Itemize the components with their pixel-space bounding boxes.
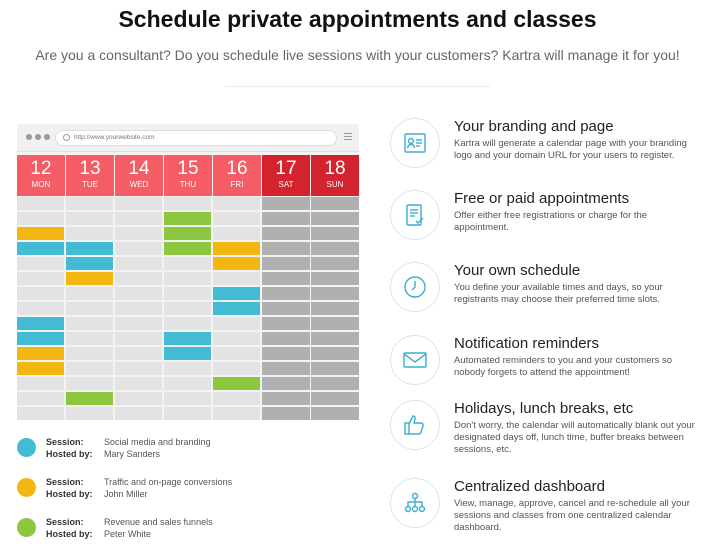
appointment-slot-blue[interactable]: [17, 317, 64, 330]
calendar-slot[interactable]: [115, 302, 162, 315]
address-url: http://www.yourwebsite.com: [74, 134, 155, 141]
calendar-slot[interactable]: [213, 407, 260, 420]
calendar-slot[interactable]: [164, 362, 211, 375]
calendar-slot[interactable]: [66, 377, 113, 390]
calendar-slot[interactable]: [17, 287, 64, 300]
calendar-slot[interactable]: [262, 272, 310, 285]
calendar-slot[interactable]: [164, 197, 211, 210]
calendar-slot[interactable]: [66, 362, 113, 375]
calendar-slot[interactable]: [213, 272, 260, 285]
session-name: Social media and branding: [104, 437, 211, 447]
feature-title: Notification reminders: [454, 335, 600, 352]
profile-card-icon: [390, 118, 440, 168]
calendar-slot[interactable]: [17, 212, 64, 225]
calendar-slot[interactable]: [311, 242, 359, 255]
calendar-slot[interactable]: [115, 242, 162, 255]
calendar-slot[interactable]: [17, 272, 64, 285]
calendar-day-headers: [17, 155, 359, 196]
feature-title: Holidays, lunch breaks, etc: [454, 400, 634, 417]
appointment-slot-green[interactable]: [164, 227, 211, 240]
day-number: 13: [79, 158, 101, 179]
checklist-icon: [390, 190, 440, 240]
legend-keys: [46, 436, 93, 460]
calendar-slot[interactable]: [262, 227, 310, 240]
calendar-slot[interactable]: [262, 347, 310, 360]
calendar-day-sat: [262, 155, 310, 196]
calendar-slot[interactable]: [115, 332, 162, 345]
feature-description: View, manage, approve, cancel and re-schedule all your sessions and classes from one centralized calendar dashboard.: [454, 498, 690, 533]
appointment-slot-blue[interactable]: [213, 302, 260, 315]
day-label: FRI: [230, 180, 244, 189]
feature-title: Your branding and page: [454, 118, 614, 135]
calendar-slot[interactable]: [115, 317, 162, 330]
calendar-slot[interactable]: [213, 347, 260, 360]
divider: [225, 86, 490, 87]
calendar-slot[interactable]: [311, 227, 359, 240]
calendar-slot[interactable]: [262, 287, 310, 300]
network-icon: [390, 478, 440, 528]
calendar-slot[interactable]: [311, 317, 359, 330]
appointment-slot-yellow[interactable]: [17, 347, 64, 360]
appointment-slot-blue[interactable]: [66, 242, 113, 255]
calendar-slot[interactable]: [66, 197, 113, 210]
calendar-slot[interactable]: [164, 317, 211, 330]
calendar-slot[interactable]: [311, 362, 359, 375]
feature-description: Automated reminders to you and your customers so nobody forgets to attend the appointment!: [454, 355, 673, 378]
legend-values: [104, 436, 211, 460]
session-name: Revenue and sales funnels: [104, 517, 213, 527]
appointment-slot-yellow[interactable]: [213, 242, 260, 255]
calendar-slot[interactable]: [17, 302, 64, 315]
browser-mockup: [17, 124, 359, 420]
calendar-slot[interactable]: [66, 332, 113, 345]
calendar-slot[interactable]: [164, 257, 211, 270]
envelope-icon: [390, 335, 440, 385]
day-number: 15: [177, 158, 199, 179]
legend-color-dot: [17, 518, 36, 537]
day-label: MON: [31, 180, 51, 189]
calendar-day-fri: [213, 155, 261, 196]
legend-color-dot: [17, 438, 36, 457]
window-dot: [35, 134, 41, 140]
feature-description: Offer either free registrations or charge for the appointment.: [454, 210, 648, 233]
calendar-slot[interactable]: [311, 392, 359, 405]
calendar-slot[interactable]: [262, 197, 310, 210]
feature-title: Centralized dashboard: [454, 478, 605, 495]
appointment-slot-yellow[interactable]: [213, 257, 260, 270]
day-label: THU: [179, 180, 197, 189]
legend-item: [17, 476, 357, 502]
calendar-slot[interactable]: [311, 407, 359, 420]
calendar-slot[interactable]: [115, 392, 162, 405]
hosted-key: Hosted by:: [46, 529, 93, 539]
calendar-slot[interactable]: [66, 227, 113, 240]
legend-item: [17, 516, 357, 542]
appointment-slot-yellow[interactable]: [17, 227, 64, 240]
calendar-slot[interactable]: [66, 347, 113, 360]
calendar-slot[interactable]: [262, 212, 310, 225]
calendar-slot[interactable]: [164, 407, 211, 420]
session-host: Peter White: [104, 529, 152, 539]
calendar-slot[interactable]: [115, 377, 162, 390]
session-key: Session:: [46, 437, 84, 447]
calendar-slot[interactable]: [66, 287, 113, 300]
calendar-slot[interactable]: [17, 407, 64, 420]
day-number: 17: [275, 158, 297, 179]
day-number: 12: [30, 158, 52, 179]
feature-title: Free or paid appointments: [454, 190, 630, 207]
appointment-slot-blue[interactable]: [66, 257, 113, 270]
calendar-slot[interactable]: [115, 227, 162, 240]
day-number: 18: [324, 158, 346, 179]
address-bar: [55, 130, 337, 146]
calendar-slot[interactable]: [311, 332, 359, 345]
feature-description: Don't worry, the calendar will automatically blank out your designated days off, lunch time, buffer breaks between sessions, etc.: [454, 420, 695, 455]
calendar-slot[interactable]: [115, 347, 162, 360]
appointment-slot-green[interactable]: [66, 392, 113, 405]
calendar-slot[interactable]: [17, 257, 64, 270]
hosted-key: Hosted by:: [46, 489, 93, 499]
appointment-slot-green[interactable]: [164, 212, 211, 225]
hosted-key: Hosted by:: [46, 449, 93, 459]
calendar-slot[interactable]: [262, 302, 310, 315]
calendar-slot[interactable]: [311, 347, 359, 360]
appointment-slot-blue[interactable]: [213, 287, 260, 300]
calendar-slot[interactable]: [213, 212, 260, 225]
window-dot: [44, 134, 50, 140]
calendar-slot[interactable]: [262, 332, 310, 345]
day-number: 14: [128, 158, 150, 179]
calendar-slot[interactable]: [115, 272, 162, 285]
calendar-slot[interactable]: [115, 407, 162, 420]
feature-description: You define your available times and days, so your registrants may choose their preferred time slots.: [454, 282, 663, 305]
appointment-slot-yellow[interactable]: [66, 272, 113, 285]
day-label: SUN: [326, 180, 344, 189]
calendar-slot[interactable]: [66, 317, 113, 330]
feature-description: Kartra will generate a calendar page with your branding logo and your domain URL for your users to register.: [454, 138, 687, 161]
window-dot: [26, 134, 32, 140]
session-key: Session:: [46, 477, 84, 487]
calendar-slot[interactable]: [311, 197, 359, 210]
calendar-slot[interactable]: [311, 302, 359, 315]
appointment-slot-green[interactable]: [164, 242, 211, 255]
calendar-slot[interactable]: [213, 332, 260, 345]
calendar-day-tue: [66, 155, 114, 196]
calendar-slot[interactable]: [311, 257, 359, 270]
page-title: Schedule private appointments and classes: [118, 6, 597, 32]
page-subtitle: Are you a consultant? Do you schedule live sessions with your customers? Kartra will manage it for you!: [35, 47, 680, 63]
calendar-slot[interactable]: [262, 317, 310, 330]
thumbs-up-icon: [390, 400, 440, 450]
calendar-slot[interactable]: [262, 377, 310, 390]
calendar-slot[interactable]: [262, 407, 310, 420]
calendar-slot[interactable]: [311, 212, 359, 225]
calendar-slot[interactable]: [311, 377, 359, 390]
calendar-slot[interactable]: [164, 377, 211, 390]
calendar-day-sun: [311, 155, 359, 196]
calendar-slot[interactable]: [115, 212, 162, 225]
legend-item: [17, 436, 357, 462]
day-number: 16: [226, 158, 248, 179]
calendar-slot[interactable]: [164, 287, 211, 300]
appointment-slot-blue[interactable]: [17, 242, 64, 255]
appointment-slot-blue[interactable]: [164, 347, 211, 360]
legend-values: [104, 516, 213, 540]
calendar-slot[interactable]: [262, 362, 310, 375]
calendar-slot[interactable]: [213, 362, 260, 375]
appointment-slot-blue[interactable]: [17, 332, 64, 345]
calendar-slot[interactable]: [164, 302, 211, 315]
calendar-slot[interactable]: [17, 197, 64, 210]
calendar-slot[interactable]: [115, 197, 162, 210]
calendar-day-wed: [115, 155, 163, 196]
appointment-slot-green[interactable]: [213, 377, 260, 390]
calendar-slot[interactable]: [311, 287, 359, 300]
calendar-slot[interactable]: [66, 212, 113, 225]
calendar-slot[interactable]: [213, 392, 260, 405]
calendar-slot[interactable]: [66, 302, 113, 315]
calendar-day-mon: [17, 155, 65, 196]
session-key: Session:: [46, 517, 84, 527]
calendar-slot[interactable]: [164, 392, 211, 405]
calendar-slot[interactable]: [262, 242, 310, 255]
calendar-slot[interactable]: [262, 392, 310, 405]
calendar-slot[interactable]: [115, 287, 162, 300]
day-label: SAT: [278, 180, 294, 189]
appointment-slot-yellow[interactable]: [17, 362, 64, 375]
menu-icon: [344, 133, 352, 142]
calendar-slot[interactable]: [164, 272, 211, 285]
clock-icon: [390, 262, 440, 312]
day-label: TUE: [82, 180, 98, 189]
calendar-day-thu: [164, 155, 212, 196]
calendar-slot[interactable]: [262, 257, 310, 270]
calendar-slot[interactable]: [66, 407, 113, 420]
feature-title: Your own schedule: [454, 262, 581, 279]
calendar-slot[interactable]: [115, 362, 162, 375]
legend-keys: [46, 476, 93, 500]
session-name: Traffic and on-page conversions: [104, 477, 233, 487]
session-host: Mary Sanders: [104, 449, 161, 459]
calendar-slot[interactable]: [311, 272, 359, 285]
legend-values: [104, 476, 232, 500]
calendar-slot[interactable]: [115, 257, 162, 270]
appointment-slot-blue[interactable]: [164, 332, 211, 345]
calendar-slot[interactable]: [213, 197, 260, 210]
browser-toolbar: [17, 124, 359, 152]
legend-color-dot: [17, 478, 36, 497]
session-host: John Miller: [104, 489, 148, 499]
legend-keys: [46, 516, 93, 540]
calendar-slot[interactable]: [17, 377, 64, 390]
search-icon: [63, 134, 70, 141]
day-label: WED: [129, 180, 149, 189]
calendar-slot[interactable]: [213, 317, 260, 330]
calendar-slot[interactable]: [17, 392, 64, 405]
calendar-slot[interactable]: [213, 227, 260, 240]
